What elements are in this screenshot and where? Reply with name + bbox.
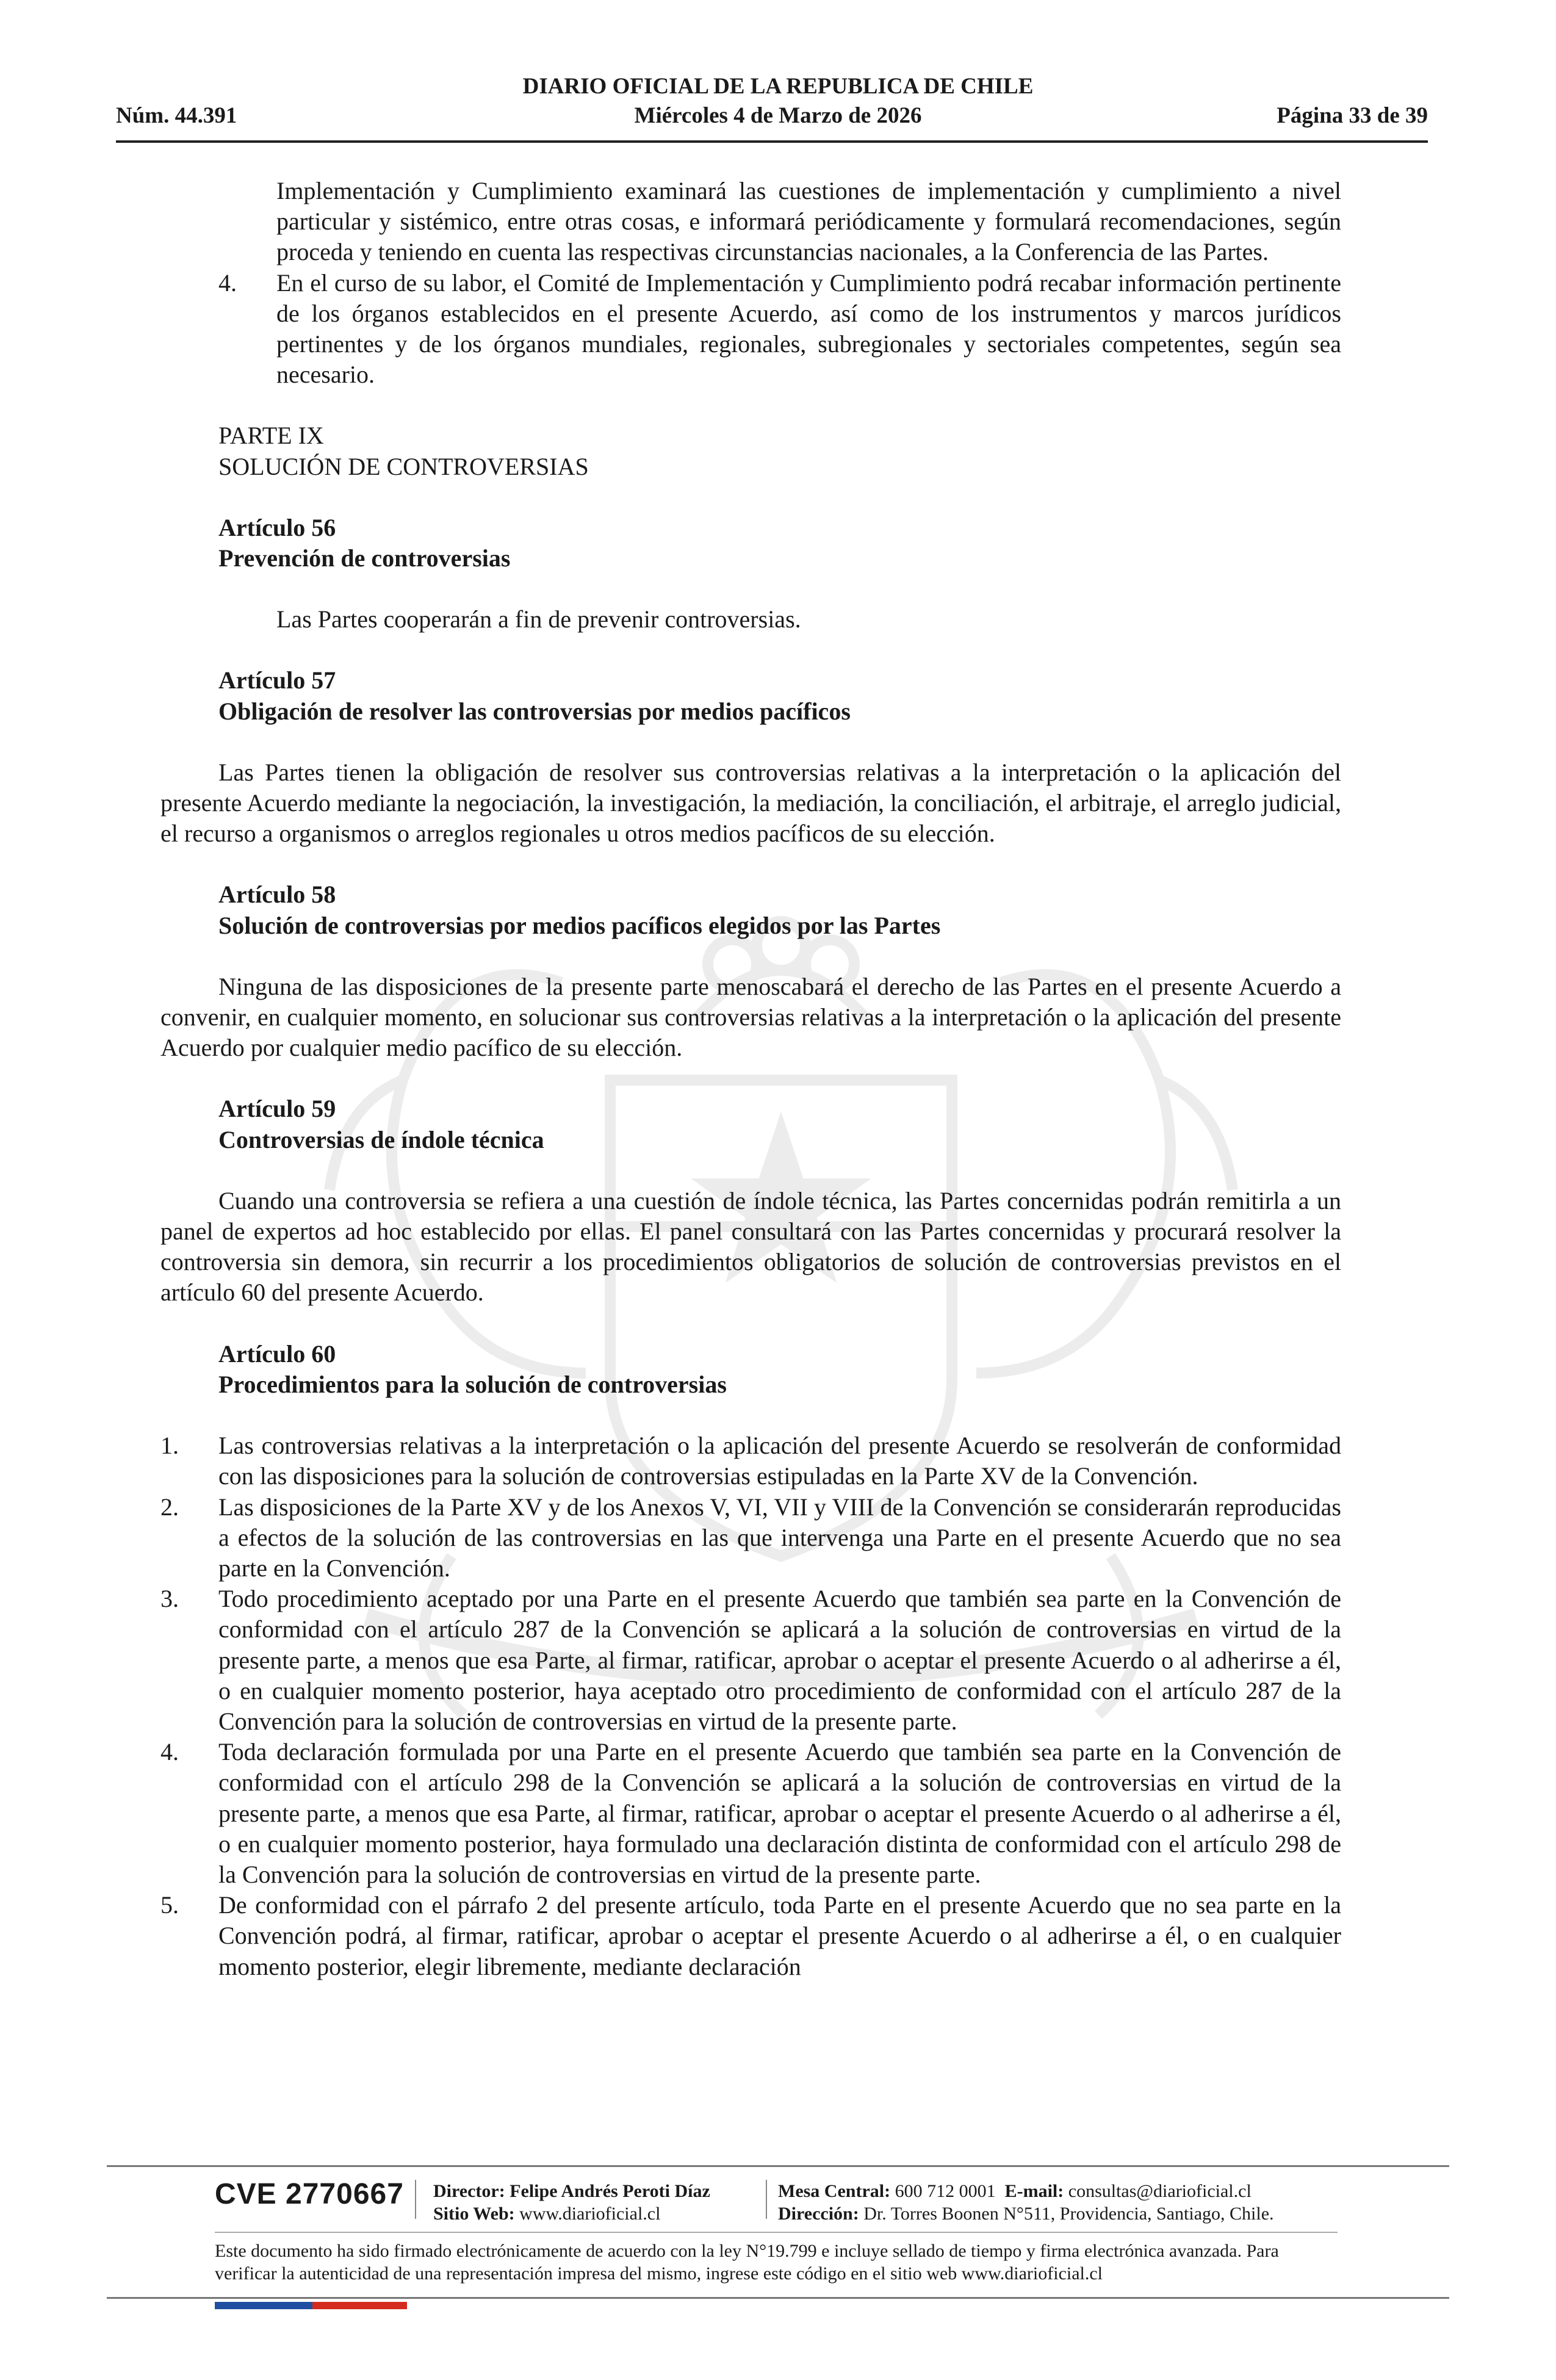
page-number: Página 33 de 39 <box>1277 103 1428 128</box>
part-label: PARTE IX <box>218 422 324 450</box>
item-text: En el curso de su labor, el Comité de Implementación y Cumplimiento podrá recabar información pertinente de los órganos establecidos en el presente Acuerdo, así como de los instrumentos y marcos jurídicos pertinentes y de los órganos mundiales, regionales, subregionales y sectoriales competentes, según sea necesario. <box>276 269 1341 389</box>
issue-number: Núm. 44.391 <box>116 103 237 128</box>
article-56-heading: Artículo 56 <box>218 513 336 541</box>
cve-code: CVE 2770667 <box>215 2178 404 2210</box>
director-name: Felipe Andrés Peroti Díaz <box>510 2181 710 2201</box>
article-58-heading: Artículo 58 <box>218 881 336 909</box>
article-59-text: Cuando una controversia se refiera a una cuestión de índole técnica, las Partes concernidas podrán remitirla a un panel de expertos ad hoc establecido por ellas. El panel consultará con las Partes concernidas y procurará resolver la controversia sin demora, sin recurrir a los procedimientos obligatorios de solución de controversias previstos en el artículo 60 del presente Acuerdo. <box>160 1186 1341 1307</box>
item-text: De conformidad con el párrafo 2 del presente artículo, toda Parte en el presente Acuerdo que no sea parte en la Convención podrá, al firmar, ratificar, aprobar o aceptar el presente Acuerdo o al adherirse a él, o en cualquier momento posterior, elegir libremente, mediante declaración <box>218 1891 1341 1980</box>
article-56-text: Las Partes cooperarán a fin de prevenir controversias. <box>276 605 801 633</box>
item-text: Las controversias relativas a la interpretación o la aplicación del presente Acuerdo se resolverán de conformidad con las disposiciones para la solución de controversias estipuladas en la Parte XV de la Convención. <box>218 1432 1341 1490</box>
website-label: Sitio Web: <box>433 2204 515 2224</box>
footer-director-block <box>433 2180 710 2225</box>
address-value: Dr. Torres Boonen N°511, Providencia, Santiago, Chile. <box>863 2204 1274 2224</box>
publication-date: Miércoles 4 de Marzo de 2026 <box>634 103 922 128</box>
footer-separator <box>766 2180 767 2219</box>
article-59-heading: Artículo 59 <box>218 1095 336 1123</box>
header-divider <box>116 140 1428 143</box>
article-60-heading: Artículo 60 <box>218 1340 336 1368</box>
article-57-title: Obligación de resolver las controversias por medios pacíficos <box>218 697 851 725</box>
legal-notice: Este documento ha sido firmado electrónicamente de acuerdo con la ley N°19.799 e incluye sellado de tiempo y firma electrónica avanzada. Para verificar la autenticidad de una representación impresa del mismo, ingrese este código en el sitio web www.diarioficial.cl <box>215 2241 1279 2284</box>
flag-stripe-blue <box>215 2302 312 2309</box>
item-number: 4. <box>218 269 237 297</box>
article-57-text: Las Partes tienen la obligación de resolver sus controversias relativas a la interpretación o la aplicación del presente Acuerdo mediante la negociación, la investigación, la mediación, la conciliación, el arbitraje, el arreglo judicial, el recurso a organismos o arreglos regionales u otros medios pacíficos de su elección. <box>160 758 1341 848</box>
item-number: 2. <box>160 1493 179 1521</box>
footer-bottom-divider <box>107 2297 1449 2299</box>
footer-inner-divider <box>215 2232 1338 2233</box>
item-number: 4. <box>160 1738 179 1766</box>
item-text: Todo procedimiento aceptado por una Parte en el presente Acuerdo que también sea parte en la Convención de conformidad con el artículo 287 de la Convención se aplicará a la solución de controversias en virtud de la presente parte, a menos que esa Parte, al firmar, ratificar, aprobar o aceptar el presente Acuerdo o al adherirse a él, o en cualquier momento posterior, haya aceptado otro procedimiento de conformidad con el artículo 287 de la Convención para la solución de controversias en virtud de la presente parte. <box>218 1585 1341 1735</box>
footer-separator <box>415 2180 416 2219</box>
list-item <box>160 1430 1341 1491</box>
article-59-title: Controversias de índole técnica <box>218 1125 544 1153</box>
article-58-title: Solución de controversias por medios pacíficos elegidos por las Partes <box>218 911 941 939</box>
footer-divider <box>107 2165 1449 2167</box>
article-60-title: Procedimientos para la solución de controversias <box>218 1370 727 1398</box>
email-label: E-mail: <box>1004 2181 1064 2201</box>
item-number: 5. <box>160 1891 179 1919</box>
paragraph-continuation: Implementación y Cumplimiento examinará las cuestiones de implementación y cumplimiento a nivel particular y sistémico, entre otras cosas, e informará periódicamente y formulará recomendaciones, según proceda y teniendo en cuenta las respectivas circunstancias nacionales, a la Conferencia de las Partes. <box>276 177 1341 266</box>
item-text: Toda declaración formulada por una Parte en el presente Acuerdo que también sea parte en la Convención de conformidad con el artículo 298 de la Convención se aplicará a la solución de controversias en virtud de la presente parte, a menos que esa Parte, al firmar, ratificar, aprobar o aceptar el presente Acuerdo o al adherirse a él, o en cualquier momento posterior, haya formulado una declaración distinta de conformidad con el artículo 298 de la Convención para la solución de controversias en virtud de la presente parte. <box>218 1738 1341 1888</box>
list-item <box>160 1492 1341 1584</box>
list-item <box>160 1584 1341 1737</box>
publication-title: DIARIO OFICIAL DE LA REPUBLICA DE CHILE <box>522 74 1034 99</box>
item-number: 3. <box>160 1585 179 1613</box>
masthead <box>366 72 1190 131</box>
article-56-title: Prevención de controversias <box>218 544 511 572</box>
flag-stripe-red <box>312 2302 407 2309</box>
article-58-text: Ninguna de las disposiciones de la presente parte menoscabará el derecho de las Partes en el presente Acuerdo a convenir, en cualquier momento, en solucionar sus controversias relativas a la interpretación o la aplicación del presente Acuerdo por cualquier medio pacífico de su elección. <box>160 972 1341 1062</box>
item-number: 1. <box>160 1432 179 1460</box>
address-label: Dirección: <box>778 2204 859 2224</box>
list-item <box>160 1737 1341 1890</box>
article-57-heading: Artículo 57 <box>218 666 336 694</box>
director-label: Director: <box>433 2181 505 2201</box>
phone-label: Mesa Central: <box>778 2181 891 2201</box>
document-body <box>160 176 1341 1982</box>
list-item <box>160 1890 1341 1982</box>
article-60-list <box>160 1430 1341 1982</box>
footer-contact-block <box>778 2180 1274 2225</box>
part-title: SOLUCIÓN DE CONTROVERSIAS <box>218 452 589 480</box>
phone-value: 600 712 0001 <box>895 2181 996 2201</box>
website-link[interactable]: www.diarioficial.cl <box>519 2204 661 2224</box>
numbered-item <box>218 268 1341 391</box>
item-text: Las disposiciones de la Parte XV y de los Anexos V, VI, VII y VIII de la Convención se considerarán reproducidas a efectos de la solución de las controversias en las que intervenga una Parte en el presente Acuerdo que no sea parte en la Convención. <box>218 1493 1341 1582</box>
email-link[interactable]: consultas@diarioficial.cl <box>1068 2181 1252 2201</box>
